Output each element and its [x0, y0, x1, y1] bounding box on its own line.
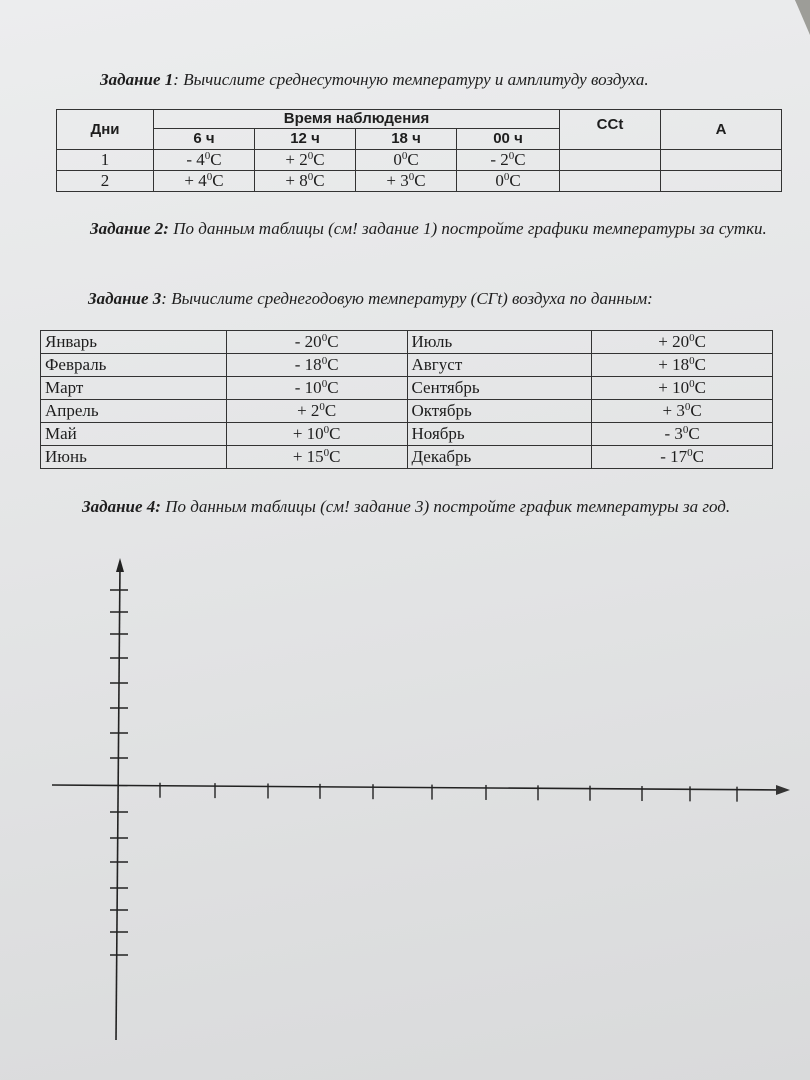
temp-unit: C	[327, 355, 339, 374]
x-axis-arrow	[776, 785, 790, 795]
col-observation-time: Время наблюдения	[154, 110, 560, 129]
task-1-text: : Вычислите среднесуточную температуру и амплитуду воздуха.	[173, 70, 649, 89]
temp-value: + 20	[658, 332, 690, 351]
temp-unit: C	[509, 171, 521, 190]
month-name: Октябрь	[411, 401, 472, 420]
degree-sign: 0	[408, 171, 415, 183]
day-cell: 2	[57, 171, 154, 192]
temp-unit: C	[327, 332, 339, 351]
temp-value: + 3	[662, 401, 685, 420]
temp-unit: C	[324, 401, 337, 420]
month-name: Июнь	[45, 447, 87, 466]
temp-value: + 8	[285, 171, 308, 190]
task-2-label: Задание 2:	[90, 219, 169, 238]
temp-value: + 10	[292, 424, 324, 443]
degree-sign: 0	[401, 150, 408, 162]
temp-unit: C	[692, 447, 705, 466]
degree-sign: 0	[503, 171, 510, 183]
degree-sign: 0	[204, 150, 211, 162]
task-4-label: Задание 4:	[82, 497, 161, 516]
temp-unit: C	[690, 401, 702, 420]
temp-value: + 18	[658, 355, 690, 374]
temp-value: - 3	[664, 424, 683, 443]
degree-sign: 0	[321, 332, 328, 344]
temp-value: + 2	[285, 150, 308, 169]
temp-value: - 20	[294, 332, 322, 351]
degree-sign: 0	[307, 171, 314, 183]
temp-value: - 10	[294, 378, 322, 397]
degree-sign: 0	[321, 355, 328, 367]
degree-sign: 0	[689, 355, 695, 367]
temp-value: + 3	[386, 171, 409, 190]
x-axis	[52, 785, 785, 790]
day-cell: 1	[57, 150, 154, 171]
temp-value: + 15	[292, 447, 324, 466]
degree-sign: 0	[307, 150, 314, 162]
temp-value: + 10	[658, 378, 690, 397]
temp-unit: C	[210, 150, 222, 169]
month-name: Март	[45, 378, 84, 397]
temp-unit: C	[514, 150, 526, 169]
temp-unit: C	[212, 171, 224, 190]
month-name: Сентябрь	[411, 378, 480, 397]
temp-value: - 18	[294, 355, 322, 374]
y-axis-arrow	[116, 558, 124, 572]
temp-unit: C	[313, 171, 325, 190]
month-name: Апрель	[45, 401, 99, 420]
time-12: 12 ч	[255, 129, 356, 150]
month-name: Январь	[45, 332, 98, 351]
temp-value: - 4	[186, 150, 205, 169]
degree-sign: 0	[206, 171, 213, 183]
month-name: Май	[45, 424, 77, 443]
time-18: 18 ч	[356, 129, 457, 150]
month-name: Август	[411, 355, 463, 374]
col-days: Дни	[57, 110, 154, 150]
temp-unit: C	[329, 447, 341, 466]
degree-sign: 0	[682, 424, 689, 436]
temp-unit: C	[313, 150, 325, 169]
degree-sign: 0	[508, 150, 515, 162]
month-name: Декабрь	[411, 447, 472, 466]
temp-unit: C	[694, 355, 706, 374]
temp-value: - 17	[660, 447, 688, 466]
temp-unit: C	[414, 171, 426, 190]
task-3-text: : Вычислите среднегодовую температуру (СГt) воздуха по данным:	[161, 289, 653, 308]
temp-value: + 2	[297, 401, 320, 420]
time-6: 6 ч	[154, 129, 255, 150]
task-1-label: Задание 1	[100, 70, 174, 89]
temp-unit: C	[694, 378, 706, 397]
temp-unit: C	[329, 424, 341, 443]
temp-unit: C	[327, 378, 339, 397]
task-4-text: По данным таблицы (см! задание 3) постройте график температуры за год.	[160, 497, 731, 516]
month-name: Февраль	[45, 355, 107, 374]
temp-value: + 4	[184, 171, 207, 190]
temp-unit: C	[694, 332, 706, 351]
col-cct: ССt	[560, 110, 661, 150]
month-name: Ноябрь	[411, 424, 465, 443]
degree-sign: 0	[684, 401, 691, 413]
col-amplitude: А	[661, 110, 782, 150]
temp-value: 0	[393, 150, 402, 169]
temp-unit: C	[688, 424, 700, 443]
degree-sign: 0	[687, 447, 693, 459]
temp-unit: C	[407, 150, 419, 169]
degree-sign: 0	[689, 332, 695, 344]
temp-value: 0	[495, 171, 504, 190]
degree-sign: 0	[323, 424, 330, 436]
temp-value: - 2	[490, 150, 509, 169]
degree-sign: 0	[323, 447, 330, 459]
degree-sign: 0	[689, 378, 695, 390]
task-3-label: Задание 3	[88, 289, 162, 308]
degree-sign: 0	[321, 378, 328, 390]
time-00: 00 ч	[457, 129, 560, 150]
y-axis	[116, 565, 120, 1040]
degree-sign: 0	[319, 401, 325, 413]
task-2-text: По данным таблицы (см! задание 1) постройте графики температуры за сутки.	[168, 219, 767, 238]
month-name: Июль	[411, 332, 453, 351]
